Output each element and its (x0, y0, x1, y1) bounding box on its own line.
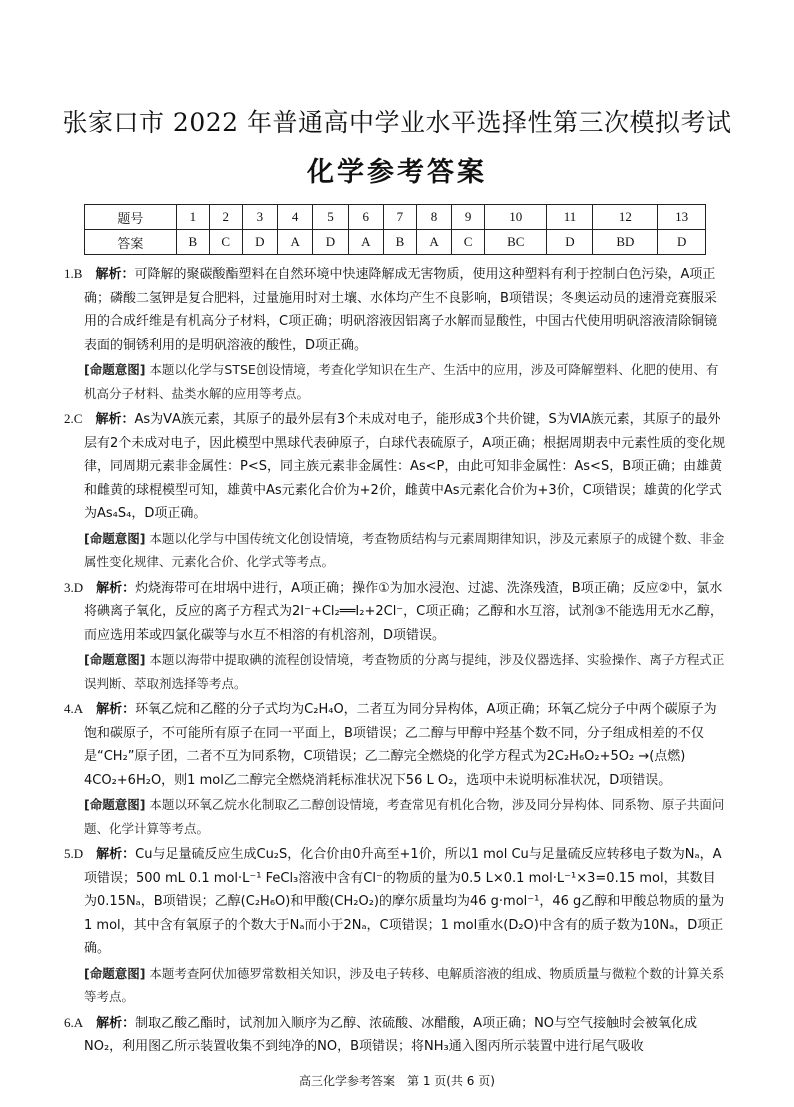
answer-cell: BC (485, 230, 547, 255)
number-cell: 5 (313, 205, 348, 230)
number-cell: 4 (277, 205, 312, 230)
number-cell: 11 (547, 205, 593, 230)
question-3-explanation: 3.D 解析：灼烧海带可在坩埚中进行，A项正确；操作①为加水浸泡、过滤、洗涤残渣，B项正确；反应②中，氯水将碘离子氧化，反应的离子方程式为2I⁻+Cl₂══I₂+2Cl⁻，C项正确；乙醇和水互溶，试剂③不能选用无水乙醇，而应选用苯或四氯化碳等与水互不相溶的有机溶剂，D项错误。 (64, 579, 723, 643)
question-2-explanation: 2.C 解析：As为ⅤA族元素，其原子的最外层有3个未成对电子，能形成3个共价键，S为ⅥA族元素，其原子的最外层有2个未成对电子，因此模型中黑球代表砷原子，白球代表硫原子，A项正确；根据周期表中元素性质的变化规律，同周期元素非金属性：P<S，同主族元素非金属性：As<P，由此可知非金属性：As<S，B项正确；由雄黄和雌黄的球棍模型可知，雄黄中As元素化合价为+2价，雌黄中As元素化合价为+3价，C项错误；雄黄的化学式为As₄S₄，D项正确。 (64, 411, 726, 521)
number-cell: 9 (452, 205, 485, 230)
answer-cell: A (348, 230, 383, 255)
answer-cell: B (383, 230, 416, 255)
page-footer: 高三化学参考答案 第 1 页(共 6 页) (299, 1074, 495, 1088)
question-1-explanation: 1.B 解析：可降解的聚碳酸酯塑料在自然环境中快速降解成无害物质，使用这种塑料有利于控制白色污染，A项正确；磷酸二氢钾是复合肥料，过量施用时对土壤、水体均产生不良影响，B项错误；冬奥运动员的速滑竞赛服采用的合成纤维是有机高分子材料，C项正确；明矾溶液因铝离子水解而显酸性，中国古代使用明矾溶液清除铜镜表面的铜锈利用的是明矾溶液的酸性，D项正确。 (64, 266, 718, 353)
question-5-explanation: 5.D 解析：Cu与足量硫反应生成Cu₂S，化合价由0升高至+1价，所以1 mol Cu与足量硫反应转移电子数为Nₐ，A项错误；500 mL 0.1 mol·L⁻¹ FeCl₃溶液中含有Cl⁻的物质的量为0.5 L×0.1 mol·L⁻¹×3=0.15 mol，其数目为0.15Nₐ，B项错误；乙醇(C₂H₆O)和甲酸(CH₂O₂)的摩尔质量均为46 g·mol⁻¹，46 g乙醇和甲酸总物质的量为1 mol，其中含有氧原子的个数大于Nₐ而小于2Nₐ，C项错误；1 mol重水(D₂O)中含有的质子数为10Nₐ，D项正确。 (64, 846, 725, 956)
row-label-number: 题号 (85, 205, 177, 230)
answer-cell: A (277, 230, 312, 255)
number-cell: 10 (485, 205, 547, 230)
question-2-intent: [命题意图] 本题以化学与中国传统文化创设情境，考查物质结构与元素周期律知识，涉及元素原子的成键个数、非金属性变化规律、元素化合价、化学式等考点。 (84, 530, 725, 569)
answer-explanations (64, 262, 726, 1060)
answer-cell: D (547, 230, 593, 255)
number-cell: 2 (209, 205, 242, 230)
question-5-intent: [命题意图] 本题考查阿伏加德罗常数相关知识，涉及电子转移、电解质溶液的组成、物质质量与微粒个数的计算关系等考点。 (84, 965, 725, 1004)
answer-cell: D (242, 230, 277, 255)
answer-cell: D (313, 230, 348, 255)
number-cell: 1 (176, 205, 209, 230)
question-3-intent: [命题意图] 本题以海带中提取碘的流程创设情境，考查物质的分离与提纯，涉及仪器选择、实验操作、离子方程式正误判断、萃取剂选择等考点。 (84, 652, 725, 691)
number-cell: 6 (348, 205, 383, 230)
row-label-answer: 答案 (85, 230, 177, 255)
answer-cell: B (176, 230, 209, 255)
question-6-explanation: 6.A 解析：制取乙酸乙酯时，试剂加入顺序为乙醇、浓硫酸、冰醋酸，A项正确；NO与空气接触时会被氧化成NO₂，利用图乙所示装置收集不到纯净的NO，B项错误；将NH₃通入图丙所示装置中进行尾气吸收 (64, 1014, 698, 1054)
question-1-intent: [命题意图] 本题以化学与STSE创设情境，考查化学知识在生产、生活中的应用，涉及可降解塑料、化肥的使用、有机高分子材料、盐类水解的应用等考点。 (84, 362, 719, 401)
answer-subtitle: 化学参考答案 (307, 157, 487, 188)
number-cell: 13 (658, 205, 706, 230)
number-cell: 12 (593, 205, 658, 230)
number-cell: 7 (383, 205, 416, 230)
exam-title: 张家口市 2022 年普通高中学业水平选择性第三次模拟考试 (62, 108, 732, 137)
number-cell: 8 (416, 205, 451, 230)
number-cell: 3 (242, 205, 277, 230)
question-4-intent: [命题意图] 本题以环氧乙烷水化制取乙二醇创设情境，考查常见有机化合物，涉及同分异构体、同系物、原子共面问题、化学计算等考点。 (84, 797, 725, 836)
answer-cell: D (658, 230, 706, 255)
answer-table (84, 204, 706, 255)
answer-cell: C (452, 230, 485, 255)
answer-cell: BD (593, 230, 658, 255)
answer-cell: C (209, 230, 242, 255)
answer-row (85, 230, 706, 255)
answer-cell: A (416, 230, 451, 255)
question-number-row (85, 205, 706, 230)
question-4-explanation: 4.A 解析：环氧乙烷和乙醛的分子式均为C₂H₄O，二者互为同分异构体，A项正确；环氧乙烷分子中两个碳原子为饱和碳原子，不可能所有原子在同一平面上，B项错误；乙二醇与甲醇中羟基个数不同，分子组成相差的不仅是“CH₂”原子团，二者不互为同系物，C项错误；乙二醇完全燃烧的化学方程式为2C₂H₆O₂+5O₂ →(点燃) 4CO₂+6H₂O，则1 mol乙二醇完全燃烧消耗标准状况下56 L O₂，选项中未说明标准状况，D项错误。 (64, 701, 717, 788)
